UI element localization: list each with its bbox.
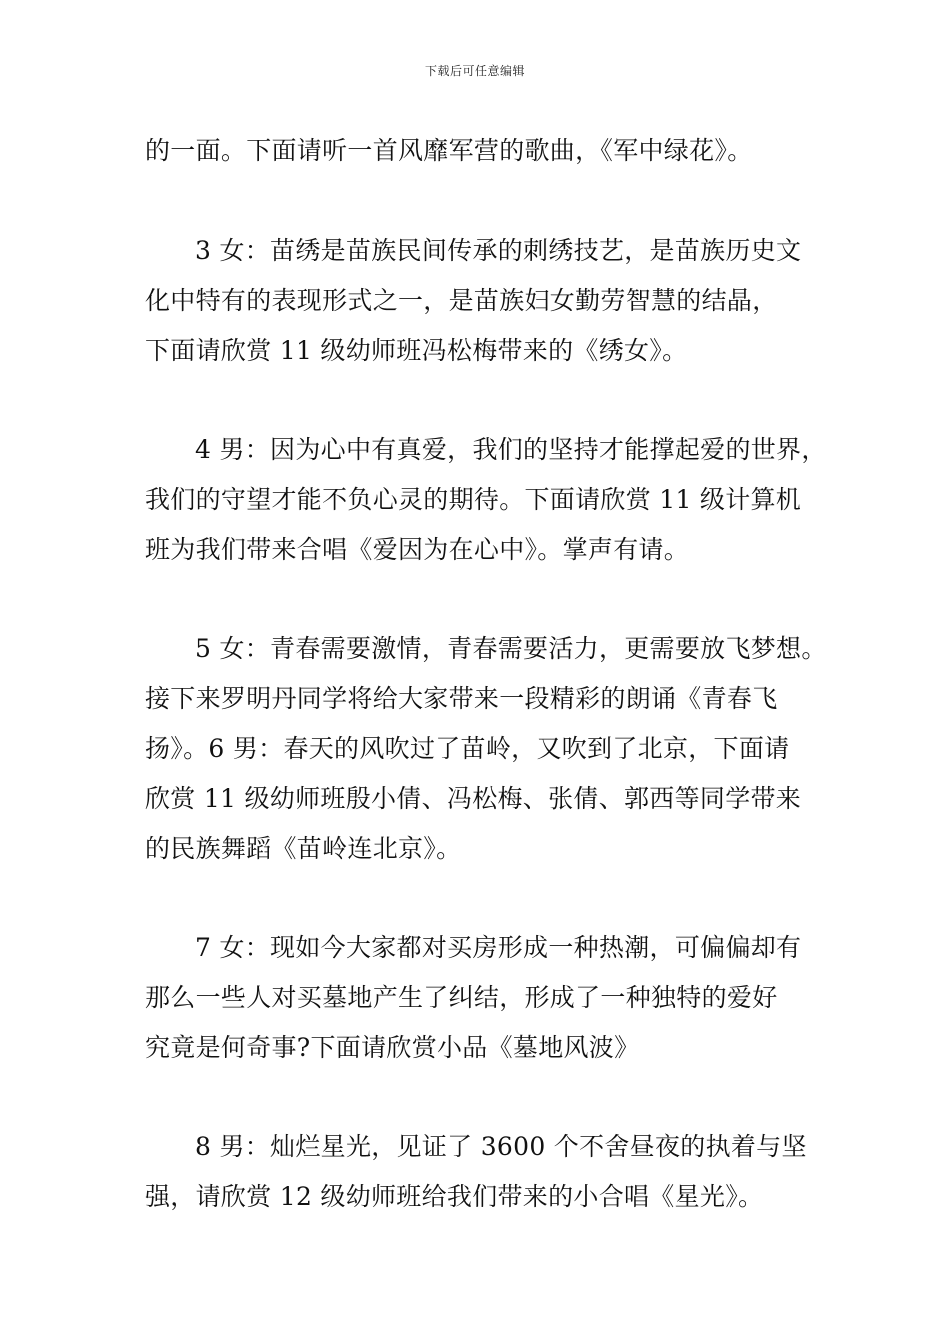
paragraph-line: 8 男：灿烂星光，见证了 3600 个不舍昼夜的执着与坚: [195, 1132, 807, 1161]
paragraph-line: 班为我们带来合唱《爱因为在心中》。掌声有请。: [145, 535, 690, 564]
page-header: 下载后可任意编辑: [424, 64, 525, 78]
paragraph-line: 的一面。下面请听一首风靡军营的歌曲，《军中绿花》。: [145, 136, 753, 165]
paragraph-line: 我们的守望才能不负心灵的期待。下面请欣赏 11 级计算机: [145, 485, 802, 514]
paragraph-line: 4 男：因为心中有真爱，我们的坚持才能撑起爱的世界，: [195, 435, 827, 464]
paragraph-line: 强，请欣赏 12 级幼师班给我们带来的小合唱《星光》。: [145, 1182, 764, 1211]
paragraph-line: 7 女：现如今大家都对买房形成一种热潮，可偏偏却有: [195, 933, 802, 962]
paragraph-line: 扬》。6 男：春天的风吹过了苗岭，又吹到了北京，下面请: [145, 734, 790, 763]
paragraph-line: 究竟是何奇事?下面请欣赏小品《墓地风波》: [145, 1033, 640, 1062]
paragraph-line: 5 女：青春需要激情，青春需要活力，更需要放飞梦想。: [195, 634, 827, 663]
paragraph-line: 化中特有的表现形式之一，是苗族妇女勤劳智慧的结晶，: [145, 286, 778, 315]
paragraph-line: 下面请欣赏 11 级幼师班冯松梅带来的《绣女》。: [145, 336, 688, 365]
paragraph-line: 那么一些人对买墓地产生了纠结，形成了一种独特的爱好: [145, 983, 778, 1012]
paragraph-line: 欣赏 11 级幼师班殷小倩、冯松梅、张倩、郭西等同学带来: [145, 784, 802, 813]
paragraph-line: 3 女：苗绣是苗族民间传承的刺绣技艺，是苗族历史文: [195, 236, 802, 265]
paragraph-line: 的民族舞蹈《苗岭连北京》。: [145, 834, 462, 863]
paragraph-line: 接下来罗明丹同学将给大家带来一段精彩的朗诵《青春飞: [145, 684, 778, 713]
